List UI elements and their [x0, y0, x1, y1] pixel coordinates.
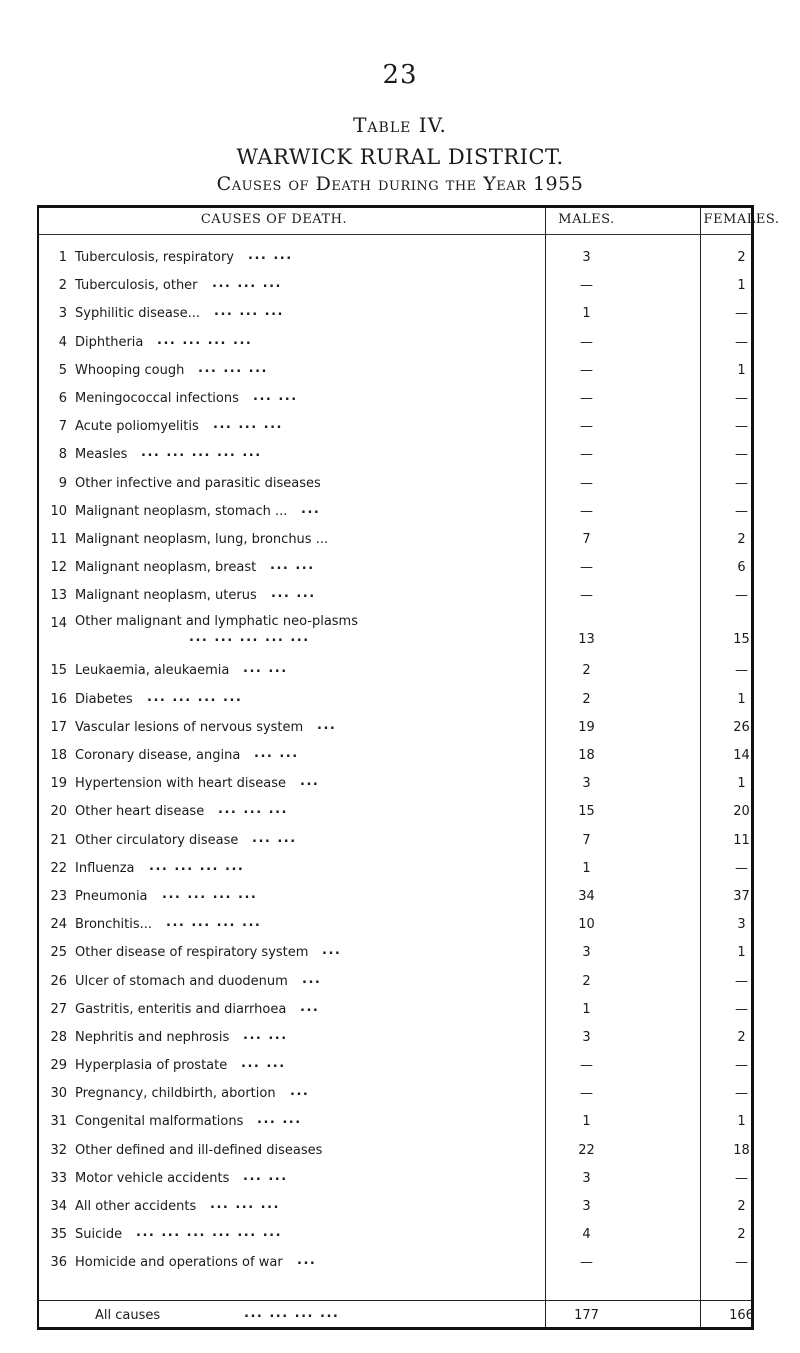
cause-label: Nephritis and nephrosis [75, 1029, 230, 1045]
row-number: 4 [58, 334, 67, 350]
females-count: 18 [733, 1142, 750, 1158]
leader-dots: ... ... ... ... [147, 689, 243, 705]
table-row [39, 1167, 751, 1195]
cause-label: Tuberculosis, other [75, 278, 198, 294]
cause-label: Malignant neoplasm, uterus [75, 588, 257, 604]
males-count: 3 [582, 776, 591, 792]
table-row [39, 415, 751, 443]
column-header-females: FEMALES. [703, 212, 780, 227]
females-count: 1 [737, 1114, 746, 1130]
cause-label: Bronchitis... [75, 917, 153, 933]
males-count: — [580, 1255, 593, 1271]
females-count: 37 [733, 888, 750, 904]
leader-dots: ... [290, 1084, 310, 1100]
table-row [39, 716, 751, 744]
cause-label: Vascular lesions of nervous system [75, 719, 304, 735]
row-number: 10 [50, 503, 67, 519]
table-row [39, 1054, 751, 1082]
table-row [39, 612, 751, 659]
males-count: 10 [578, 917, 595, 933]
row-number: 8 [58, 447, 67, 463]
total-females: 166 [729, 1308, 754, 1323]
females-count: — [735, 390, 748, 406]
females-count: 2 [737, 1029, 746, 1045]
table-row [39, 1110, 751, 1138]
males-count: 19 [578, 719, 595, 735]
table-row [39, 772, 751, 800]
column-header-cause: CAUSES OF DEATH. [200, 212, 348, 227]
table-row [39, 913, 751, 941]
leader-dots: ... ... [271, 586, 316, 602]
cause-label: Suicide [75, 1227, 123, 1243]
cause-label: Coronary disease, angina [75, 748, 241, 763]
females-count: 14 [733, 748, 750, 763]
table-row [39, 1251, 751, 1279]
females-count: — [735, 1058, 748, 1074]
row-number: 17 [50, 719, 67, 735]
table-subtitle: Causes of Death during the Year 1955 [216, 173, 584, 195]
males-count: — [580, 390, 593, 406]
leader-dots: ... ... ... [214, 304, 284, 320]
males-count: 3 [582, 1199, 591, 1214]
table-row [39, 688, 751, 716]
leader-dots: ... ... ... [212, 276, 282, 292]
row-number: 16 [50, 691, 67, 707]
females-count: 2 [737, 1227, 746, 1243]
header-rule [39, 234, 751, 235]
leader-dots: ... ... ... [218, 802, 288, 818]
cause-label: Malignant neoplasm, breast [75, 560, 257, 576]
row-number: 22 [50, 860, 67, 876]
females-count: 26 [733, 719, 750, 735]
leader-dots: ... [300, 774, 320, 790]
females-count: 20 [733, 804, 750, 820]
row-number: 21 [50, 832, 67, 848]
table-row [39, 274, 751, 302]
row-number: 13 [50, 588, 67, 604]
table-row [39, 1195, 751, 1223]
table-row [39, 857, 751, 885]
leader-dots: ... ... ... ... ... [141, 445, 262, 461]
column-header-males: MALES. [558, 212, 615, 227]
males-count: 1 [582, 860, 591, 876]
leader-dots: ... ... ... [210, 1197, 280, 1212]
males-count: 7 [582, 531, 591, 547]
females-count: — [735, 1255, 748, 1271]
females-count: — [735, 447, 748, 463]
row-number: 31 [50, 1114, 67, 1130]
cause-label: Meningococcal infections [75, 390, 239, 406]
table-row [39, 659, 751, 687]
females-count: 2 [737, 531, 746, 547]
page-number: 23 [382, 60, 418, 90]
table-row [39, 1139, 751, 1167]
leader-dots: ... ... [254, 746, 299, 761]
males-count: 4 [582, 1227, 591, 1243]
leader-dots: ... ... [252, 830, 297, 846]
cause-label: Homicide and operations of war [75, 1255, 283, 1271]
cause-label: Leukaemia, aleukaemia [75, 663, 230, 679]
females-count: — [735, 306, 748, 322]
males-count: 34 [578, 888, 595, 904]
row-number: 24 [50, 917, 67, 933]
males-count: 15 [578, 804, 595, 820]
leader-dots: ... [300, 999, 320, 1015]
table-row [39, 556, 751, 584]
leader-dots: ... ... ... ... [157, 332, 253, 348]
males-count: 3 [582, 250, 591, 265]
leader-dots: ... ... ... ... [162, 886, 258, 902]
females-count: 2 [737, 1199, 746, 1214]
females-count: — [735, 663, 748, 679]
table-row [39, 941, 751, 969]
table-row [39, 331, 751, 359]
row-number: 7 [58, 419, 67, 435]
row-number: 30 [50, 1086, 67, 1102]
table-row [39, 885, 751, 913]
leader-dots: ... ... [270, 558, 315, 574]
females-count: — [735, 1001, 748, 1017]
females-count: — [735, 334, 748, 350]
leader-dots: ... [322, 943, 342, 959]
row-number: 20 [50, 804, 67, 820]
leader-dots: ... ... ... ... [166, 915, 262, 931]
leader-dots: ... [302, 971, 322, 987]
row-number: 32 [50, 1142, 67, 1158]
leader-dots: ... ... [248, 248, 293, 263]
cause-label: Malignant neoplasm, lung, bronchus ... [75, 531, 329, 547]
cause-label: Hyperplasia of prostate [75, 1058, 228, 1074]
females-count: 1 [737, 278, 746, 294]
table-row [39, 800, 751, 828]
total-rule [39, 1300, 751, 1301]
cause-label: Other disease of respiratory system [75, 945, 309, 961]
males-count: — [580, 334, 593, 350]
males-count: — [580, 503, 593, 519]
leader-dots: ... ... [253, 388, 298, 404]
leader-dots: ... ... [243, 661, 288, 677]
row-number: 26 [50, 973, 67, 989]
males-count: — [580, 362, 593, 378]
row-number: 19 [50, 776, 67, 792]
table-row [39, 500, 751, 528]
cause-label: Gastritis, enteritis and diarrhoea [75, 1001, 287, 1017]
leader-dots: ... ... [243, 1168, 288, 1184]
females-count: 1 [737, 362, 746, 378]
row-number: 18 [50, 748, 67, 763]
row-number: 3 [58, 306, 67, 322]
leader-dots: ... ... ... [198, 360, 268, 376]
males-count: 7 [582, 832, 591, 848]
cause-label: Other heart disease [75, 804, 205, 820]
leader-dots: ... ... ... ... ... [189, 630, 310, 646]
row-number: 14 [50, 616, 67, 632]
cause-label: Other defined and ill-defined diseases [75, 1142, 323, 1158]
table-row [39, 387, 751, 415]
table-row [39, 443, 751, 471]
females-count: — [735, 1170, 748, 1186]
females-count: 15 [733, 632, 750, 648]
cause-label: Congenital malformations [75, 1114, 244, 1130]
males-count: 3 [582, 1029, 591, 1045]
cause-label: Other infective and parasitic diseases [75, 475, 321, 491]
cause-label: Motor vehicle accidents [75, 1170, 230, 1186]
females-count: 1 [737, 945, 746, 961]
cause-label: Malignant neoplasm, stomach ... [75, 503, 288, 519]
table-row [39, 744, 751, 772]
leader-dots: ... [301, 501, 321, 517]
cause-label: Measles [75, 447, 128, 463]
row-number: 28 [50, 1029, 67, 1045]
females-count: 6 [737, 560, 746, 576]
females-count: — [735, 475, 748, 491]
females-count: — [735, 1086, 748, 1102]
cause-label: Acute poliomyelitis [75, 419, 199, 435]
row-number: 36 [50, 1255, 67, 1271]
leader-dots: ... [297, 1253, 317, 1269]
table-row [39, 1026, 751, 1054]
males-count: — [580, 1086, 593, 1102]
row-number: 34 [50, 1199, 67, 1214]
cause-label: Syphilitic disease... [75, 306, 201, 322]
row-number: 9 [58, 475, 67, 491]
cause-label: Tuberculosis, respiratory [75, 250, 234, 265]
cause-label: Hypertension with heart disease [75, 776, 286, 792]
total-males: 177 [574, 1308, 599, 1323]
leader-dots: ... ... [257, 1112, 302, 1128]
cause-label: All other accidents [75, 1199, 197, 1214]
district-title: WARWICK RURAL DISTRICT. [236, 145, 564, 169]
row-number: 25 [50, 945, 67, 961]
row-number: 35 [50, 1227, 67, 1243]
cause-label: Diphtheria [75, 334, 144, 350]
females-count: 1 [737, 691, 746, 707]
males-count: 18 [578, 748, 595, 763]
males-count: 3 [582, 1170, 591, 1186]
females-count: — [735, 503, 748, 519]
leader-dots: ... [317, 717, 337, 733]
leader-dots: ... ... ... [213, 417, 283, 433]
males-count: — [580, 447, 593, 463]
row-number: 2 [58, 278, 67, 294]
row-number: 27 [50, 1001, 67, 1017]
row-number: 5 [58, 362, 67, 378]
males-count: — [580, 419, 593, 435]
males-count: — [580, 560, 593, 576]
row-number: 33 [50, 1170, 67, 1186]
females-count: — [735, 860, 748, 876]
males-count: 2 [582, 691, 591, 707]
males-count: 13 [578, 632, 595, 648]
females-count: — [735, 588, 748, 604]
table-row [39, 1082, 751, 1110]
males-count: — [580, 278, 593, 294]
leader-dots: ... ... [243, 1027, 288, 1043]
table-row [39, 302, 751, 330]
males-count: 1 [582, 306, 591, 322]
total-label: All causes [95, 1308, 161, 1323]
cause-label: Other malignant and lymphatic neo-plasms [75, 614, 358, 630]
females-count: — [735, 973, 748, 989]
females-count: 11 [733, 832, 750, 848]
table-row [39, 1223, 751, 1251]
males-count: 1 [582, 1001, 591, 1017]
table-row [39, 970, 751, 998]
females-count: 1 [737, 776, 746, 792]
females-count: — [735, 419, 748, 435]
row-number: 11 [50, 531, 67, 547]
table-body [39, 246, 751, 1280]
table-heading: Table IV. [353, 113, 447, 137]
leader-dots: ... ... [241, 1056, 286, 1072]
cause-label: Other circulatory disease [75, 832, 239, 848]
males-count: 3 [582, 945, 591, 961]
row-number: 1 [58, 250, 67, 265]
causes-of-death-table [37, 205, 780, 1330]
males-count: — [580, 588, 593, 604]
cause-label: Pneumonia [75, 888, 148, 904]
cause-label: Pregnancy, childbirth, abortion [75, 1086, 276, 1102]
table-row [39, 998, 751, 1026]
table-row [39, 472, 751, 500]
females-count: 3 [737, 917, 746, 933]
table-row [39, 584, 751, 612]
males-count: — [580, 475, 593, 491]
row-number: 15 [50, 663, 67, 679]
cause-label: Ulcer of stomach and duodenum [75, 973, 288, 989]
row-number: 12 [50, 560, 67, 576]
males-count: 2 [582, 663, 591, 679]
males-count: 1 [582, 1114, 591, 1130]
males-count: 22 [578, 1142, 595, 1158]
row-number: 23 [50, 888, 67, 904]
row-number: 29 [50, 1058, 67, 1074]
table-row [39, 246, 751, 274]
cause-label: Whooping cough [75, 362, 185, 378]
cause-label: Influenza [75, 860, 135, 876]
table-row [39, 829, 751, 857]
table-row [39, 359, 751, 387]
cause-label: Diabetes [75, 691, 133, 707]
leader-dots: ... ... ... ... ... ... [136, 1225, 283, 1241]
row-number: 6 [58, 390, 67, 406]
males-count: 2 [582, 973, 591, 989]
males-count: — [580, 1058, 593, 1074]
females-count: 2 [737, 250, 746, 265]
leader-dots: ... ... ... ... [149, 858, 245, 874]
table-row [39, 528, 751, 556]
total-leader-dots: ... ... ... ... [244, 1306, 340, 1321]
